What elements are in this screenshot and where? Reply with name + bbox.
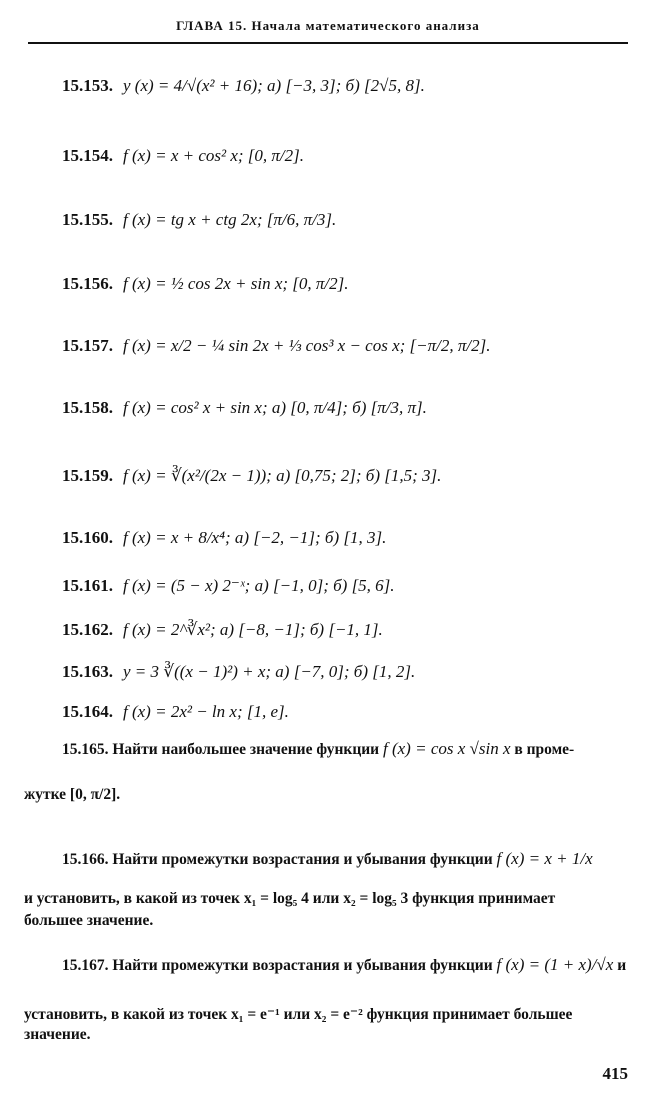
exercise-number: 15.157. (62, 336, 113, 355)
exercise-number: 15.167. (62, 957, 109, 974)
page-number: 415 (602, 1064, 628, 1083)
exercise-text: Найти промежутки возрастания и убывания функции (112, 957, 493, 974)
exercise-15-164 (62, 702, 289, 722)
exercise-15-166-line3: большее значение. (24, 912, 154, 929)
exercise-15-163 (62, 662, 415, 682)
exercise-15-167-line3: значение. (24, 1026, 91, 1043)
exercise-formula: f (x) = x + cos² x; [0, π/2]. (123, 146, 305, 165)
exercise-15-166 (24, 848, 630, 871)
exercise-number: 15.154. (62, 146, 113, 165)
exercise-15-167-line2: установить, в какой из точек x₁ = e⁻¹ или x₂ = e⁻² функция принимает большее (24, 1006, 573, 1023)
exercise-15-155 (62, 210, 336, 230)
exercise-15-158 (62, 398, 427, 418)
exercise-number: 15.159. (62, 466, 113, 485)
exercise-formula: f (x) = x/2 − ¼ sin 2x + ⅓ cos³ x − cos x; [−π/2, π/2]. (123, 336, 491, 355)
exercise-text: Найти промежутки возрастания и убывания функции (112, 851, 493, 868)
exercise-number: 15.160. (62, 528, 113, 547)
exercise-formula: y (x) = 4/√(x² + 16); а) [−3, 3]; б) [2√5, 8]. (123, 76, 425, 95)
exercise-number: 15.156. (62, 274, 113, 293)
exercise-15-154 (62, 146, 304, 166)
exercise-number: 15.161. (62, 576, 113, 595)
chapter-header: ГЛАВА 15. Начала математического анализа (28, 18, 628, 44)
exercise-text-tail: в проме- (514, 741, 575, 758)
exercise-15-166-line2: и установить, в какой из точек x₁ = log₅ 4 или x₂ = log₅ 3 функция принимает (24, 890, 556, 907)
exercise-formula: f (x) = (1 + x)/√x (496, 955, 614, 974)
exercise-15-162 (62, 620, 383, 640)
exercise-formula: f (x) = cos² x + sin x; а) [0, π/4]; б) [π/3, π]. (123, 398, 427, 417)
exercise-formula: f (x) = (5 − x) 2⁻ˣ; а) [−1, 0]; б) [5, 6]. (123, 576, 395, 595)
exercise-formula: f (x) = 2x² − ln x; [1, e]. (123, 702, 289, 721)
exercise-text-tail: и (617, 957, 627, 974)
exercise-number: 15.166. (62, 851, 109, 868)
exercise-formula: f (x) = 2^∛x²; а) [−8, −1]; б) [−1, 1]. (123, 620, 383, 639)
exercise-15-160 (62, 528, 386, 548)
exercise-number: 15.158. (62, 398, 113, 417)
exercise-15-167 (24, 954, 630, 977)
exercise-formula: f (x) = tg x + ctg 2x; [π/6, π/3]. (123, 210, 337, 229)
exercise-15-165-line2: жутке [0, π/2]. (24, 786, 121, 803)
exercise-15-157 (62, 336, 490, 356)
exercise-number: 15.163. (62, 662, 113, 681)
exercise-number: 15.162. (62, 620, 113, 639)
exercise-formula: f (x) = ∛(x²/(2x − 1)); а) [0,75; 2]; б) [1,5; 3]. (123, 466, 442, 485)
exercise-formula: y = 3 ∛((x − 1)²) + x; а) [−7, 0]; б) [1, 2]. (123, 662, 416, 681)
exercise-number: 15.155. (62, 210, 113, 229)
exercise-formula: f (x) = cos x √sin x (383, 739, 511, 758)
exercise-number: 15.164. (62, 702, 113, 721)
exercise-number: 15.153. (62, 76, 113, 95)
exercise-formula: f (x) = x + 1/x (496, 849, 593, 868)
exercise-formula: f (x) = ½ cos 2x + sin x; [0, π/2]. (123, 274, 349, 293)
exercise-15-165 (24, 738, 630, 761)
exercise-formula: f (x) = x + 8/x⁴; а) [−2, −1]; б) [1, 3]. (123, 528, 387, 547)
exercise-15-156 (62, 274, 349, 294)
exercise-text: Найти наибольшее значение функции (112, 741, 380, 758)
exercise-number: 15.165. (62, 741, 109, 758)
exercise-15-153 (62, 76, 425, 96)
exercise-15-159 (62, 466, 441, 486)
exercise-15-161 (62, 576, 395, 596)
